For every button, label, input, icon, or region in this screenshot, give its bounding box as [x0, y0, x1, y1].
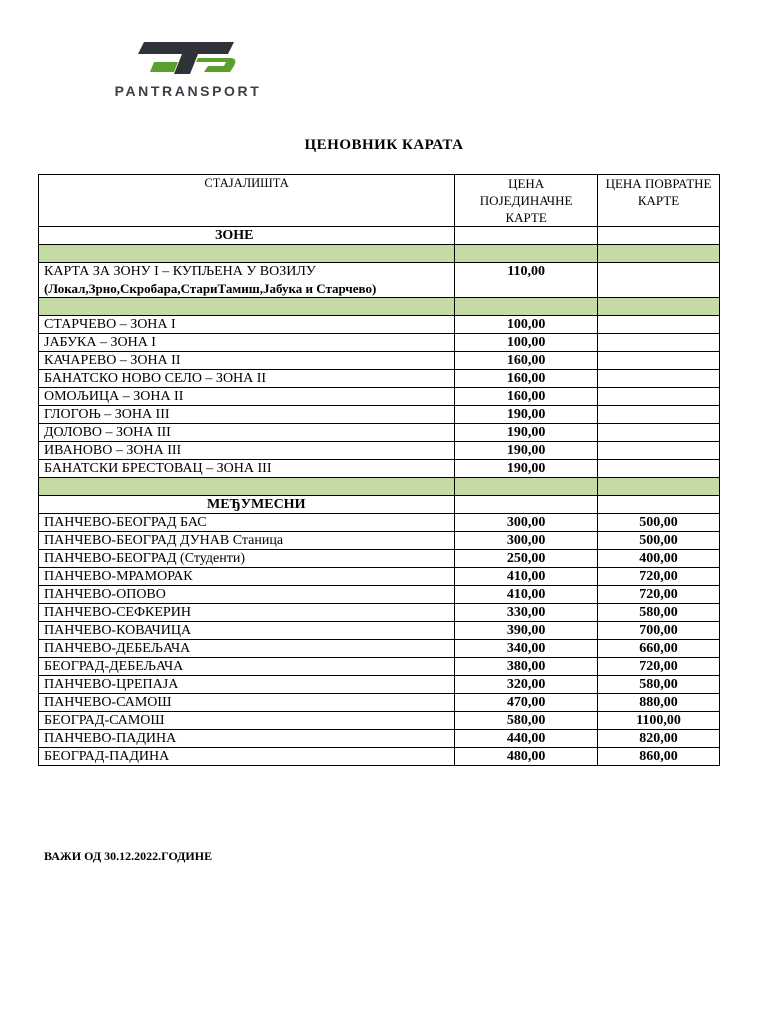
empty-cell: [598, 316, 720, 334]
table-row: [39, 316, 720, 334]
table-row: [39, 658, 720, 676]
empty-cell: [598, 227, 720, 245]
table-row: [39, 370, 720, 388]
single-price: 380,00: [455, 658, 598, 676]
return-price: 500,00: [598, 514, 720, 532]
return-price: 660,00: [598, 640, 720, 658]
route-name: ПАНЧЕВО-ДЕБЕЉАЧА: [39, 640, 455, 658]
header-single-price: ЦЕНА ПОЈЕДИНАЧНЕ КАРТЕ: [455, 175, 598, 227]
single-price: 470,00: [455, 694, 598, 712]
route-name: БАНАТСКО НОВО СЕЛО – ЗОНА II: [39, 370, 455, 388]
route-name: ПАНЧЕВО-БЕОГРАД (Студенти): [39, 550, 455, 568]
table-row: [39, 694, 720, 712]
single-price: 160,00: [455, 370, 598, 388]
single-price: 440,00: [455, 730, 598, 748]
table-row: [39, 514, 720, 532]
empty-cell: [598, 334, 720, 352]
separator-row: [39, 245, 720, 263]
table-row: [39, 730, 720, 748]
route-name: ПАНЧЕВО-ОПОВО: [39, 586, 455, 604]
empty-cell: [598, 406, 720, 424]
logo-text: PANTRANSPORT: [114, 83, 262, 99]
table-row: [39, 442, 720, 460]
empty-cell: [455, 227, 598, 245]
header-return-price: ЦЕНА ПОВРАТНЕ КАРТЕ: [598, 175, 720, 227]
valid-from-note: ВАЖИ ОД 30.12.2022.ГОДИНЕ: [44, 849, 213, 863]
table-row: [39, 352, 720, 370]
single-price: 300,00: [455, 514, 598, 532]
empty-cell: [598, 424, 720, 442]
return-price: 500,00: [598, 532, 720, 550]
section-row-zones: [39, 227, 720, 245]
single-price: 410,00: [455, 586, 598, 604]
pantransport-logo: [86, 38, 290, 98]
single-price: 300,00: [455, 532, 598, 550]
route-name: ПАНЧЕВО-ПАДИНА: [39, 730, 455, 748]
table-header-row: [39, 175, 720, 227]
table-row: [39, 604, 720, 622]
single-price: 100,00: [455, 334, 598, 352]
empty-cell: [598, 352, 720, 370]
section-row-intercity: [39, 496, 720, 514]
table-row: [39, 550, 720, 568]
route-name: ОМОЉИЦА – ЗОНА II: [39, 388, 455, 406]
separator-row: [39, 478, 720, 496]
zone-ticket-name: КАРТА ЗА ЗОНУ I – КУПЉЕНА У ВОЗИЛУ: [44, 264, 316, 279]
route-name: КАЧАРЕВО – ЗОНА II: [39, 352, 455, 370]
route-name: ПАНЧЕВО-СЕФКЕРИН: [39, 604, 455, 622]
section-label-intercity: МЕЂУМЕСНИ: [39, 496, 455, 514]
single-price: 330,00: [455, 604, 598, 622]
header-stops: СТАЈАЛИШТА: [39, 175, 455, 227]
single-price: 190,00: [455, 460, 598, 478]
route-name: ПАНЧЕВО-БЕОГРАД ДУНАВ Станица: [39, 532, 455, 550]
single-price: 340,00: [455, 640, 598, 658]
route-name: БЕОГРАД-ПАДИНА: [39, 748, 455, 766]
table-row: [39, 748, 720, 766]
empty-cell: [598, 496, 720, 514]
route-name: БЕОГРАД-САМОШ: [39, 712, 455, 730]
route-name: ЈАБУКА – ЗОНА I: [39, 334, 455, 352]
route-name: СТАРЧЕВО – ЗОНА I: [39, 316, 455, 334]
single-price: 190,00: [455, 424, 598, 442]
separator-row: [39, 298, 720, 316]
single-price: 190,00: [455, 442, 598, 460]
single-price: 190,00: [455, 406, 598, 424]
zone-ticket-subtitle: (Локал,Зрно,Скробара,СтариТамиш,Јабука и Старчево): [44, 281, 377, 296]
return-price: 720,00: [598, 586, 720, 604]
table-row: [39, 334, 720, 352]
return-price: 580,00: [598, 604, 720, 622]
route-name: ПАНЧЕВО-КОВАЧИЦА: [39, 622, 455, 640]
single-price: 250,00: [455, 550, 598, 568]
empty-cell: [598, 442, 720, 460]
single-price: 160,00: [455, 388, 598, 406]
table-row: [39, 640, 720, 658]
empty-cell: [598, 460, 720, 478]
return-price: 400,00: [598, 550, 720, 568]
single-price: 100,00: [455, 316, 598, 334]
route-name: ДОЛОВО – ЗОНА III: [39, 424, 455, 442]
return-price: 860,00: [598, 748, 720, 766]
table-row: [39, 568, 720, 586]
empty-cell: [455, 496, 598, 514]
route-name: ПАНЧЕВО-САМОШ: [39, 694, 455, 712]
table-row: [39, 586, 720, 604]
single-price: 160,00: [455, 352, 598, 370]
table-row: [39, 532, 720, 550]
price-table: [38, 174, 720, 766]
table-row: [39, 406, 720, 424]
return-price: 820,00: [598, 730, 720, 748]
route-name: ИВАНОВО – ЗОНА III: [39, 442, 455, 460]
tp-logo-icon: [134, 38, 242, 78]
table-row: [39, 622, 720, 640]
route-name: ГЛОГОЊ – ЗОНА III: [39, 406, 455, 424]
zone-ticket-price: 110,00: [455, 263, 598, 298]
return-price: 1100,00: [598, 712, 720, 730]
page-title: ЦЕНОВНИК КАРАТА: [304, 137, 464, 153]
return-price: 700,00: [598, 622, 720, 640]
single-price: 320,00: [455, 676, 598, 694]
single-price: 390,00: [455, 622, 598, 640]
route-name: ПАНЧЕВО-МРАМОРАК: [39, 568, 455, 586]
return-price: 720,00: [598, 658, 720, 676]
table-row: [39, 460, 720, 478]
table-row: [39, 388, 720, 406]
single-price: 410,00: [455, 568, 598, 586]
route-name: ПАНЧЕВО-БЕОГРАД БАС: [39, 514, 455, 532]
route-name: БЕОГРАД-ДЕБЕЉАЧА: [39, 658, 455, 676]
table-row: [39, 424, 720, 442]
return-price: 880,00: [598, 694, 720, 712]
zone-ticket-row: [39, 263, 720, 298]
route-name: ПАНЧЕВО-ЦРЕПАЈА: [39, 676, 455, 694]
single-price: 480,00: [455, 748, 598, 766]
route-name: БАНАТСКИ БРЕСТОВАЦ – ЗОНА III: [39, 460, 455, 478]
return-price: 720,00: [598, 568, 720, 586]
table-row: [39, 712, 720, 730]
single-price: 580,00: [455, 712, 598, 730]
table-row: [39, 676, 720, 694]
section-label-zones: ЗОНЕ: [39, 227, 455, 245]
zone-ticket-cell: [39, 263, 455, 298]
empty-cell: [598, 370, 720, 388]
return-price: 580,00: [598, 676, 720, 694]
empty-cell: [598, 388, 720, 406]
empty-cell: [598, 263, 720, 298]
